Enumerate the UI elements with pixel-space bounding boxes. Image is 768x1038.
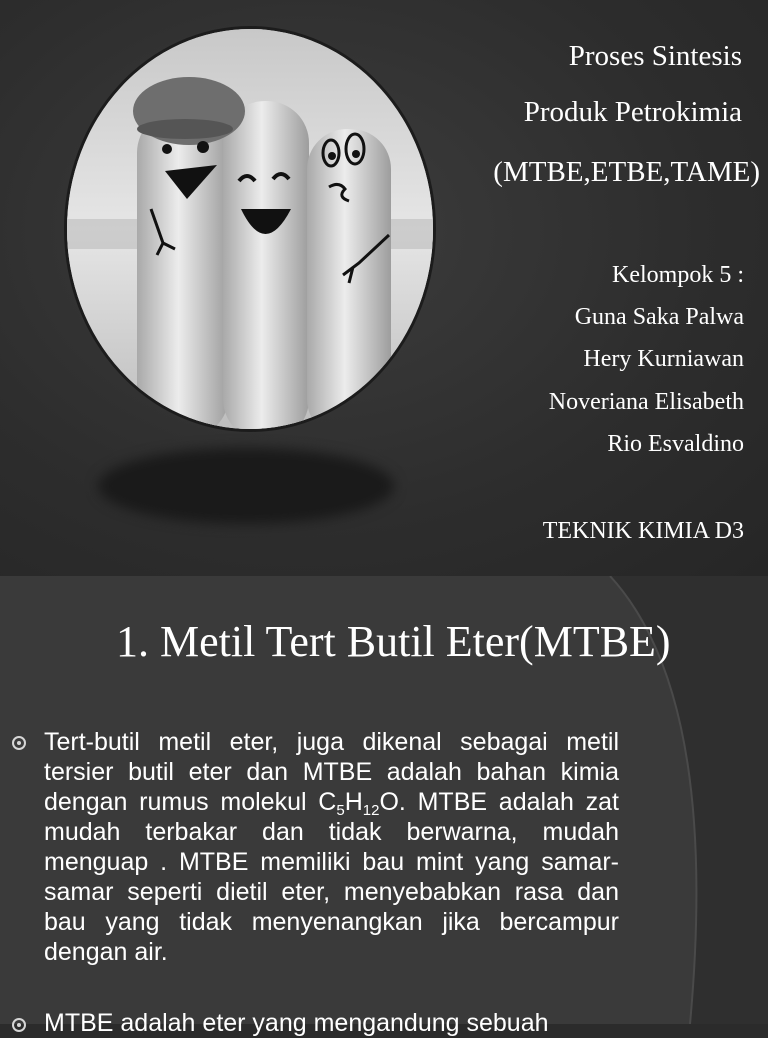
member-name: Hery Kurniawan: [583, 346, 744, 372]
title-line-1: Proses Sintesis: [568, 40, 742, 72]
title-line-2: Produk Petrokimia: [523, 96, 742, 128]
bullet-icon: [12, 1018, 26, 1032]
slide-title: 1. Metil Tert Butil Eter(MTBE): [116, 617, 671, 666]
member-name: Noveriana Elisabeth: [548, 389, 744, 415]
formula-c-subscript: 5: [336, 802, 345, 819]
mtbe-description-paragraph: [44, 727, 619, 967]
formula-c: C: [318, 788, 337, 816]
member-name: Guna Saka Palwa: [574, 304, 744, 330]
para-text: . MTBE adalah zat mudah terbakar dan tidak berwarna, mudah menguap . MTBE memiliki bau mint yang samar-samar seperti dietil eter, menyebabkan rasa dan bau yang tidak menyenangkan jika bercampur dengan air.: [44, 788, 619, 966]
para-text: Tert-butil metil eter, juga dikenal sebagai metil tersier butil eter dan MTBE adalah bahan kimia dengan rumus molekul: [44, 728, 619, 816]
program-label: TEKNIK KIMIA D3: [542, 518, 744, 544]
formula-h: H: [344, 788, 363, 816]
bullet-icon: [12, 736, 26, 750]
title-line-3: (MTBE,ETBE,TAME): [493, 156, 760, 188]
finger-puppets-illustration: [67, 29, 433, 429]
formula-h-subscript: 12: [362, 802, 380, 819]
formula-o: O: [379, 788, 399, 816]
photo-shadow: [98, 448, 394, 524]
mtbe-second-paragraph: MTBE adalah eter yang mengandung sebuah: [44, 1009, 549, 1037]
group-label: Kelompok 5 :: [612, 262, 744, 288]
finger-puppets-photo: [64, 26, 436, 432]
member-name: Rio Esvaldino: [607, 431, 744, 457]
